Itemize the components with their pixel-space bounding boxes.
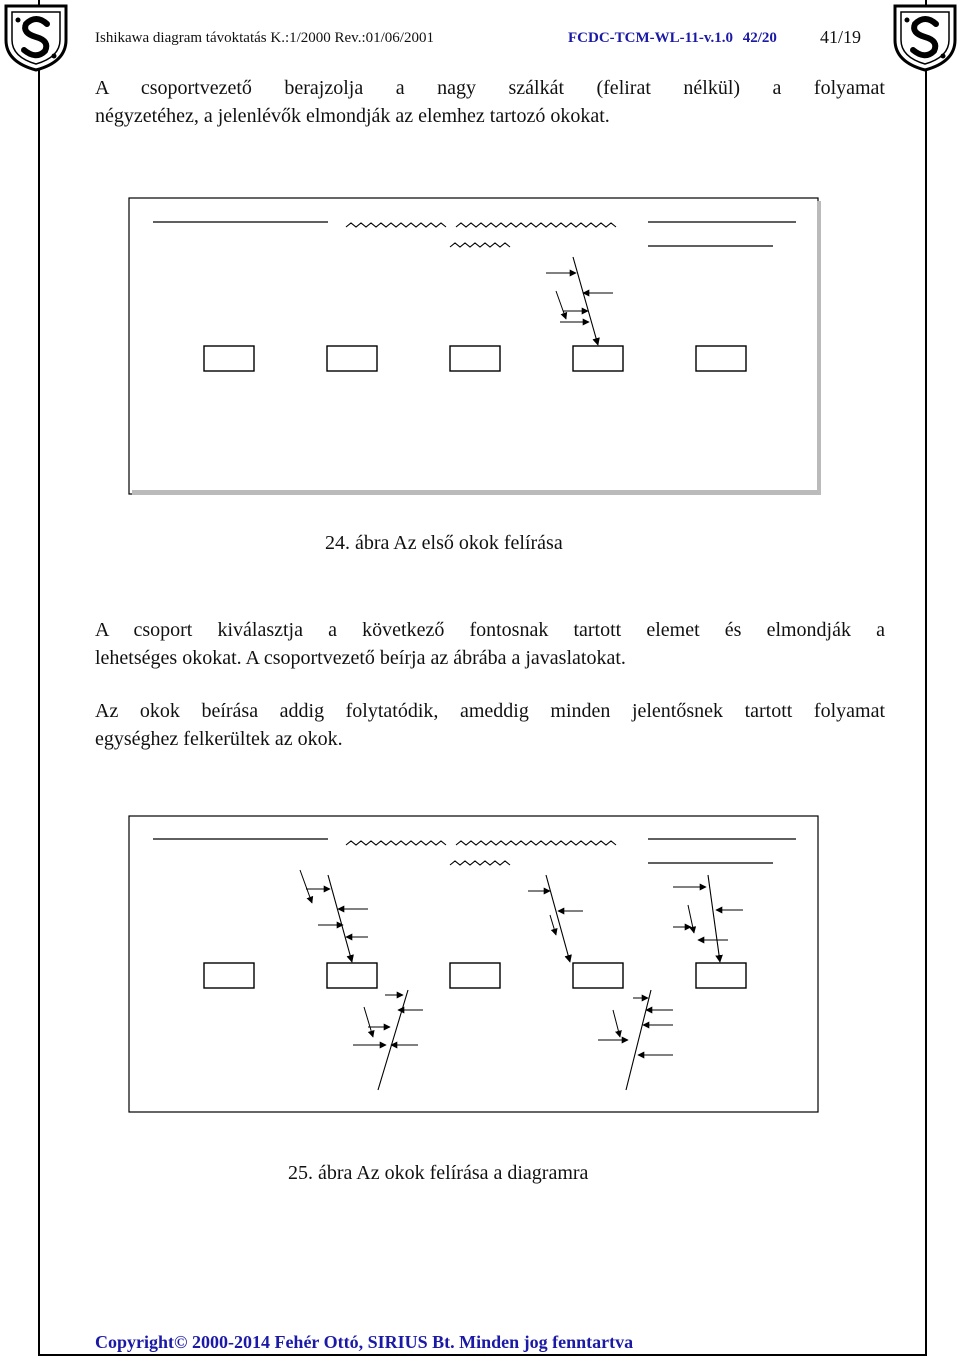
header-page-number: 41/19: [820, 27, 862, 47]
fishbone-diagram-2: [128, 815, 821, 1115]
process-box: [327, 963, 377, 988]
header-doc-title: Ishikawa diagram távoktatás K.:1/2000 Rev.:01/06/2001: [95, 30, 434, 46]
process-box: [204, 346, 254, 371]
paragraph-1-line-1: A csoportvezető berajzolja a nagy szálkát (felirat nélkül) a folyamat: [95, 77, 885, 99]
header-doc-code: [568, 30, 777, 47]
figure-2-caption: 25. ábra Az okok felírása a diagramra: [288, 1162, 589, 1184]
process-box: [573, 346, 623, 371]
process-box: [450, 346, 500, 371]
paragraph-1-line-2: négyzetéhez, a jelenlévők elmondják az elemhez tartozó okokat.: [95, 105, 610, 127]
header-code: FCDC-TCM-WL-11-v.1.0: [568, 30, 733, 46]
fishbone-diagram-1: [128, 197, 821, 497]
sirius-logo-right: [889, 0, 960, 72]
process-box: [696, 963, 746, 988]
paragraph-2-line-2: lehetséges okokat. A csoportvezető beírja az ábrába a javaslatokat.: [95, 647, 626, 669]
process-box: [204, 963, 254, 988]
paragraph-3-line-2: egységhez felkerültek az okok.: [95, 728, 343, 750]
figure-1-caption: 24. ábra Az első okok felírása: [325, 532, 563, 554]
paragraph-2-line-1: A csoport kiválasztja a következő fontosnak tartott elemet és elmondják a: [95, 619, 885, 641]
paragraph-3-line-1: Az okok beírása addig folytatódik, ameddig minden jelentősnek tartott folyamat: [95, 700, 885, 722]
process-box: [450, 963, 500, 988]
sirius-logo-left: [0, 0, 72, 72]
process-box: [696, 346, 746, 371]
process-box: [327, 346, 377, 371]
copyright-footer: Copyright© 2000-2014 Fehér Ottó, SIRIUS Bt. Minden jog fenntartva: [95, 1332, 634, 1352]
process-box: [573, 963, 623, 988]
header-page-ref: 42/20: [742, 30, 777, 46]
